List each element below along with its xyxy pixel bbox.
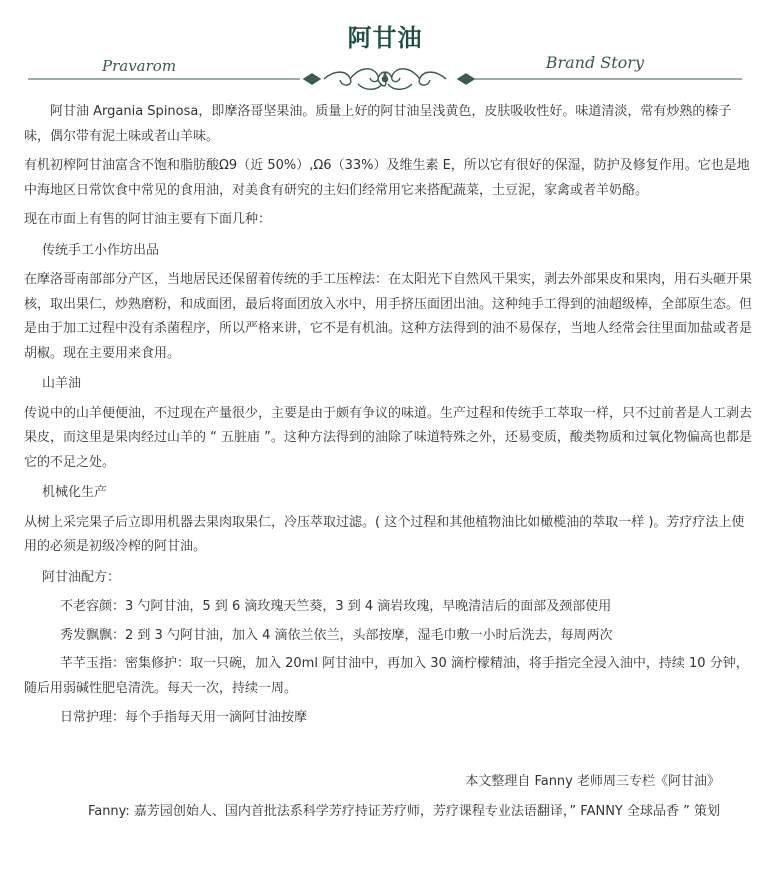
decorative-header	[28, 52, 742, 96]
source-credit: 本文整理自 Fanny 老师周三专栏《阿甘油》	[465, 774, 720, 789]
recipe-anti-aging: 不老容颜：3 勺阿甘油，5 到 6 滴玫瑰天竺葵，3 到 4 滴岩玫瑰，早晚清洁后的面部及颈部使用	[60, 599, 612, 614]
paragraph-intro: 阿甘油 Argania Spinosa，即摩洛哥坚果油。质量上好的阿甘油呈浅黄色，皮肤吸收性好。味道清淡，常有炒熟的榛子味，偶尔带有泥土味或者山羊味。	[24, 104, 732, 144]
section-title-traditional: 传统手工小作坊出品	[42, 242, 160, 258]
recipe-daily-care: 日常护理：每个手指每天用一滴阿甘油按摩	[60, 710, 308, 725]
brand-script-left: Pravarom	[102, 57, 177, 75]
section-title-recipes: 阿甘油配方：	[42, 569, 121, 585]
page-title: 阿甘油	[347, 24, 423, 52]
brand-script-right: Brand Story	[545, 53, 644, 72]
section-title-goat-oil: 山羊油	[42, 376, 82, 391]
paragraph-composition: 有机初榨阿甘油富含不饱和脂肪酸Ω9（近 50%）,Ω6（33%）及维生素 E，所以它有很好的保湿，防护及修复作用。它也是地中海地区日常饮食中常见的食用油，对美食有研究的主妇们经常用它来搭配蔬菜，土豆泥，家禽或者羊奶酪。	[24, 158, 750, 198]
recipe-hands: 芊芊玉指：密集修护：取一只碗，加入 20ml 阿甘油中，再加入 30 滴柠檬精油，将手指完全浸入油中，持续 10 分钟，随后用弱碱性肥皂清洗。每天一次，持续一周。	[24, 656, 749, 696]
section-title-mechanized: 机械化生产	[42, 485, 108, 500]
paragraph-market: 现在市面上有售的阿甘油主要有下面几种：	[24, 212, 272, 227]
paragraph-mechanized: 从树上采完果子后立即用机器去果肉取果仁，冷压萃取过滤。( 这个过程和其他植物油比如橄榄油的萃取一样 )。芳疗疗法上使用的必须是初级冷榨的阿甘油。	[24, 514, 745, 554]
paragraph-goat-oil: 传说中的山羊便便油，不过现在产量很少，主要是由于颇有争议的味道。生产过程和传统手工萃取一样，只不过前者是人工剥去果皮，而这里是果肉经过山羊的 “ 五脏庙 ”。这种方法得到的油除了味道特殊之外，还易变质，酸类物质和过氧化物偏高也都是它的不足之处。	[24, 405, 753, 470]
paragraph-traditional: 在摩洛哥南部部分产区，当地居民还保留着传统的手工压榨法：在太阳光下自然风干果实，剥去外部果皮和果肉，用石头砸开果核，取出果仁，炒熟磨粉，和成面团，最后将面团放入水中，用手挤压面团出油。这种纯手工得到的油超级棒，全部原生态。但是由于加工过程中没有杀菌程序，所以严格来讲，它不是有机油。这种方法得到的油不易保存，当地人经常会往里面加盐或者是胡椒。现在主要用来食用。	[24, 272, 753, 361]
author-credit: Fanny: 嘉芳园创始人、国内首批法系科学芳疗持证芳疗师，芳疗课程专业法语翻译，” FANNY 全球品香 ” 策划	[87, 804, 720, 819]
article-body	[24, 100, 756, 735]
recipe-hair: 秀发飘飘：2 到 3 勺阿甘油，加入 4 滴依兰依兰，头部按摩，湿毛巾敷一小时后洗去，每周两次	[60, 627, 613, 643]
